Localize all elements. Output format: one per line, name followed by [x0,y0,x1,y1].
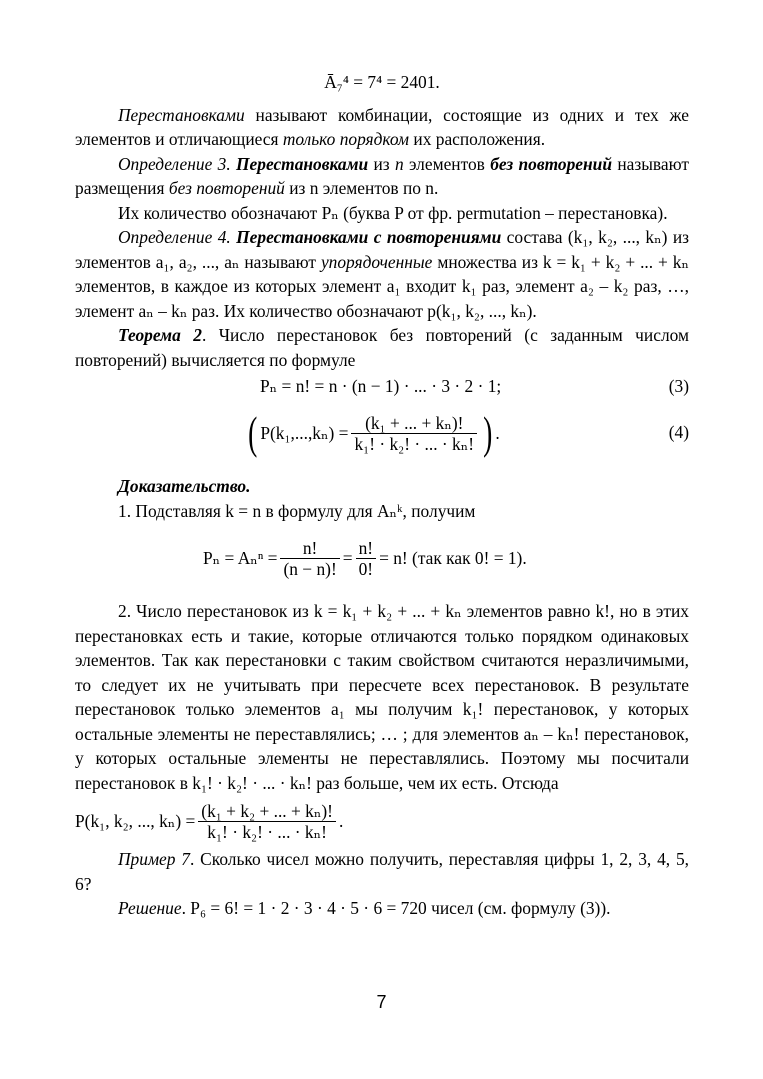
term: Перестановками [118,104,245,125]
definition-label: Определение 3. [118,153,231,174]
definition-label: Определение 4. [118,227,231,247]
emphasis: упорядоченные [320,251,433,272]
term: Перестановками с повторениями [236,227,502,247]
right-paren-icon: ) [483,407,493,458]
paragraph-permutations-definition [75,103,689,152]
var: n [395,153,404,174]
theorem-2 [75,323,689,372]
formula-left: P(k₁, k₂, ..., kₙ) = [75,810,196,831]
fraction [198,801,336,842]
denominator: (n − n)! [283,558,337,579]
proof-heading [75,474,689,499]
paragraph-notation: Их количество обозначают Pₙ (буква P от фр. permutation – перестановка). [118,202,668,223]
proof-equation [75,523,689,593]
term: без повторений [490,153,613,174]
emphasis: только порядком [282,129,410,149]
solution-label: Решение [118,898,182,918]
text: элементов [403,153,491,174]
text: их расположения. [409,129,546,149]
numerator: (k₁ + k₂ + ... + kₙ)! [198,801,336,822]
equation-3 [75,372,689,402]
example-label: Пример 7 [118,849,190,869]
fraction [356,538,377,579]
text: называют размещения [75,153,689,198]
formula-left: Pₙ = Aₙⁿ = [203,547,278,568]
text: . Сколько чисел можно получить, переставляя цифры 1, 2, 3, 4, 5, 6? [75,849,689,894]
equation-number: (3) [668,376,689,396]
text: множества из k = k₁ + k₂ + ... + kₙ элементов, в каждое из которых элемент a₁ входит k₁ раз, элемент a₂ – k₂ раз, …, элемент aₙ – kₙ раз. Их количество обозначают p(k₁, k₂, ..., kₙ). [75,251,689,321]
formula: Pₙ = n! = n · (n − 1) · ... · 3 · 2 · 1; [260,376,502,396]
numerator: n! [356,538,377,559]
definition-4 [75,225,689,323]
text: . P₆ = 6! = 1 · 2 · 3 · 4 · 5 · 6 = 720 чисел (см. формулу (3)). [181,898,611,918]
denominator: k₁! · k₂! · ... · kₙ! [354,433,475,454]
text: из [368,153,395,174]
emphasis: без повторений [168,178,285,198]
denominator: 0! [358,558,374,579]
formula: Pₙ = Aₙⁿ = $\frac{n!}{(n - n)!}$ = $\frac{n!}{0!}$ = n! (так как 0! = 1). [203,537,527,579]
example-7 [75,847,689,896]
theorem-label: Теорема 2 [118,325,202,345]
denominator: k₁! · k₂! · ... · kₙ! [207,821,327,842]
formula: ( P(k₁,...,kₙ) = $\frac{\text{(k₁ + ... + kₙ)!}}{\text{k₁! · k₂! · ... · kₙ!}}$ ) . [248,407,500,458]
page-number: 7 [376,992,387,1012]
text: из n элементов по n. [284,178,439,198]
page-body [75,70,689,921]
equation-4 [75,402,689,464]
final-formula: P(k₁, k₂, ..., kₙ) = $\frac{\text{(k₁ + k₂ + ... + kₙ)!}}{\text{k₁! · k₂! · ... · kₙ!}}$ . [75,800,344,842]
numerator: (k₁ + ... + kₙ)! [351,413,477,434]
top-formula: Ā₇⁴ = 7⁴ = 2401. [324,72,440,92]
definition-3 [75,152,689,201]
left-paren-icon: ( [248,407,258,458]
text: состава (k₁, k₂, ..., kₙ) из элементов a₁, a₂, ..., aₙ называют [75,227,690,272]
equation-number: (4) [668,422,689,442]
formula-left: P(k₁,...,kₙ) = [260,422,349,443]
text: называют комбинации, состоящие из одних и тех же элементов и отличающиеся [75,104,689,149]
term: Перестановками [236,153,369,174]
proof-label: Доказательство. [118,476,251,496]
solution [75,896,689,921]
fraction [280,538,339,579]
proof-step-1: 1. Подставляя k = n в формулу для Aₙᵏ, получим [118,500,476,521]
proof-step-2: 2. Число перестановок из k = k₁ + k₂ + ... + kₙ элементов равно k!, но в этих перестановках есть и такие, которые отличаются только порядком одинаковых элементов. Так как перестановки с таким свойством считаются неразличимыми, то следует их не учитывать при пересчете всех перестановок. В результате перестановок только элементов a₁ мы получим k₁! перестановок, у которых остальные элементы не переставлялись; … ; для элементов aₙ – kₙ! перестановок, у которых остальные элементы не переставлялись. Поэтому мы посчитали перестановок в k₁! · k₂! · ... · kₙ! раз больше, чем их есть. Отсюда [75,601,689,793]
formula-right: = n! (так как 0! = 1). [379,547,527,568]
text: . Число перестановок без повторений (с заданным числом повторений) вычисляется по формуле [75,325,690,370]
fraction [351,413,477,454]
numerator: n! [280,538,339,559]
